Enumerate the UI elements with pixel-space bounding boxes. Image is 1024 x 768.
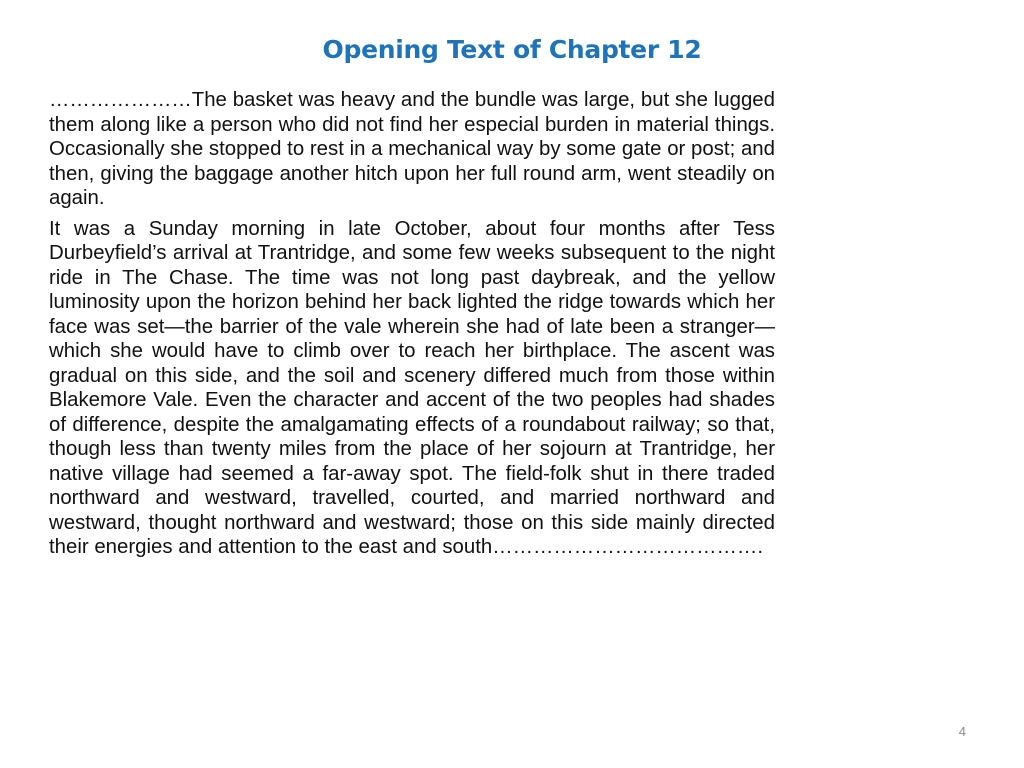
slide-number: 4 — [958, 724, 966, 739]
paragraph-1: …………………The basket was heavy and the bundle was large, but she lugged them along like a person who did not find her especial burden in material things. Occasionally she stopped to rest in a mechanical way by some gate or post; and then, giving the baggage another hitch upon her full round arm, went steadily on again. — [49, 89, 775, 209]
slide-title: Opening Text of Chapter 12 — [322, 35, 702, 64]
chapter-excerpt — [49, 88, 775, 566]
paragraph-2: It was a Sunday morning in late October, about four months after Tess Durbeyfield’s arrival at Trantridge, and some few weeks subsequent to the night ride in The Chase. The time was not long past daybreak, and the yellow luminosity upon the horizon behind her back lighted the ridge towards which her face was set—the barrier of the vale wherein she had of late been a stranger—which she would have to climb over to reach her birthplace. The ascent was gradual on this side, and the soil and scenery differed much from those within Blakemore Vale. Even the character and accent of the two peoples had shades of difference, despite the amalgamating effects of a roundabout railway; so that, though less than twenty miles from the place of her sojourn at Trantridge, her native village had seemed a far-away spot. The field-folk shut in there traded northward and westward, travelled, courted, and married northward and westward, thought northward and westward; those on this side mainly directed their energies and attention to the east and south…………………………………. — [49, 217, 775, 558]
